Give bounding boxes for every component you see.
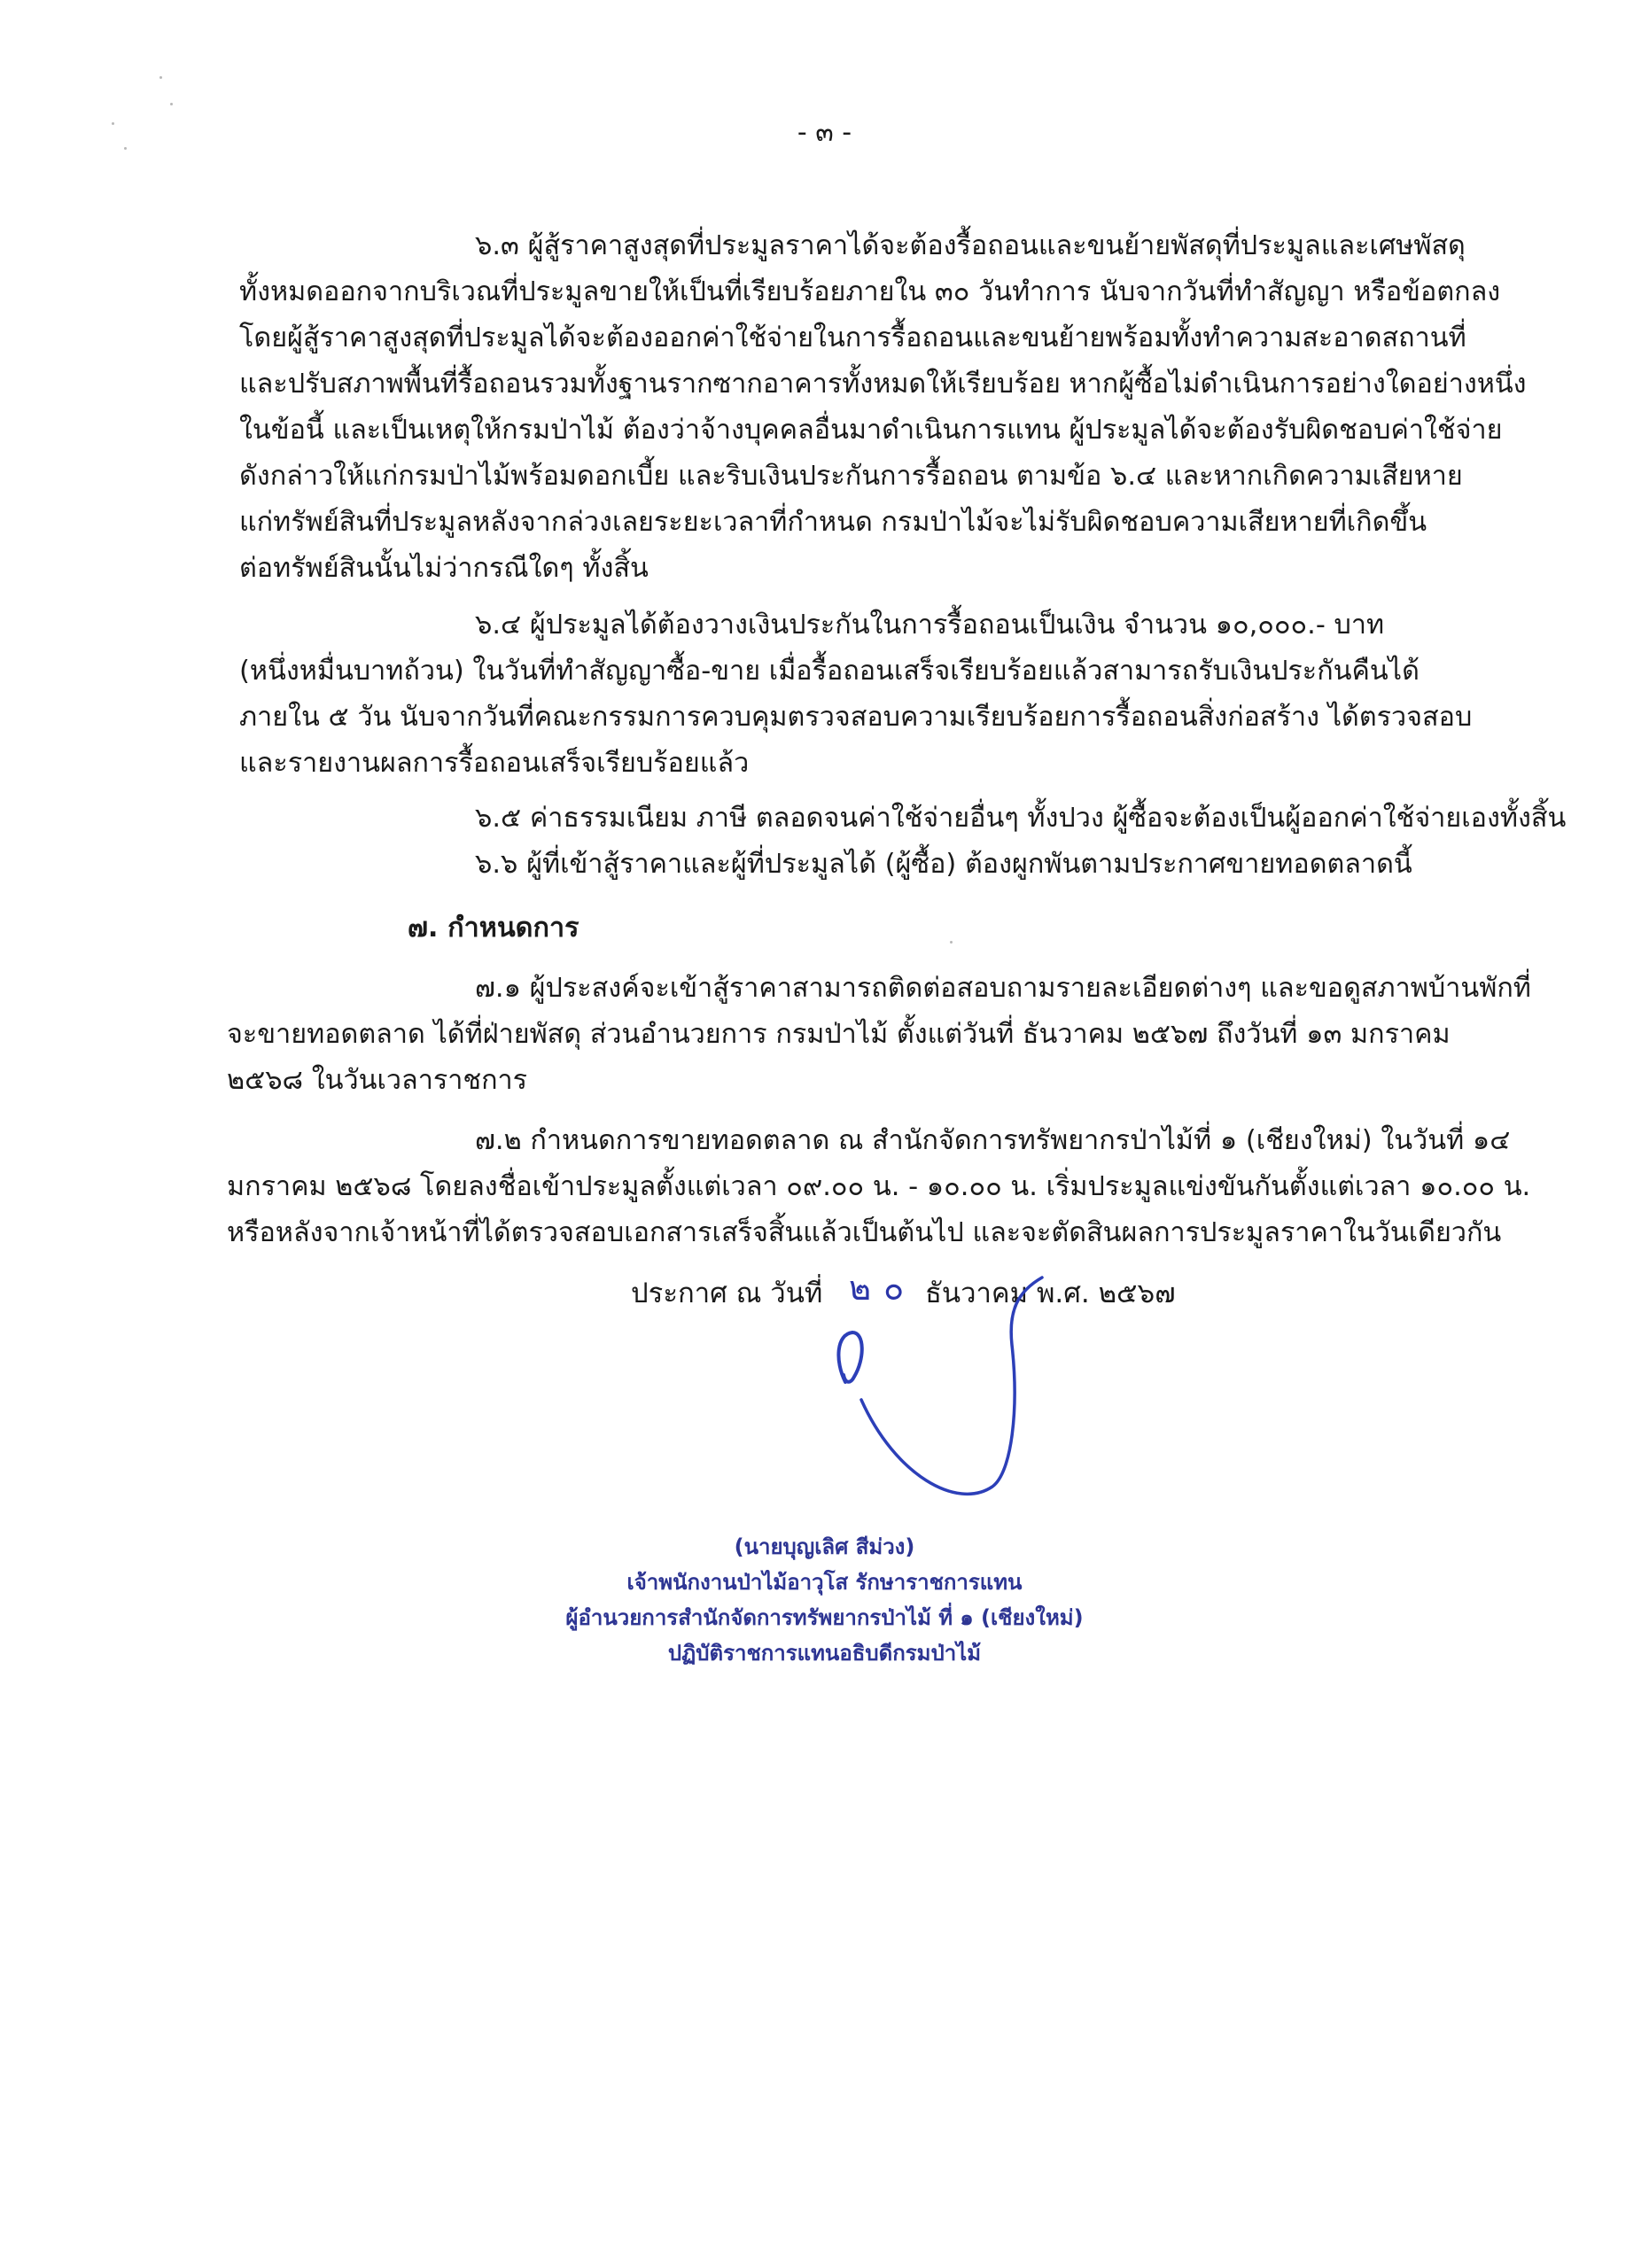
clause-7-2-line: มกราคม ๒๕๖๘ โดยลงชื่อเข้าประมูลตั้งแต่เวลา ๐๙.๐๐ น. - ๑๐.๐๐ น. เริ่มประมูลแข่งขันกันตั้งแต่เวลา ๑๐.๐๐ น. <box>227 1171 1531 1202</box>
signatory-name: (นายบุญเลิศ สีม่วง) <box>734 1534 915 1559</box>
scan-speck <box>159 76 162 79</box>
clause-7-2-line: หรือหลังจากเจ้าหน้าที่ได้ตรวจสอบเอกสารเสร็จสิ้นแล้วเป็นต้นไป และจะตัดสินผลการประมูลราคาในวันเดียวกัน <box>227 1217 1502 1248</box>
clause-6-5: ๖.๕ ค่าธรรมเนียม ภาษี ตลอดจนค่าใช้จ่ายอื่นๆ ทั้งปวง ผู้ซื้อจะต้องเป็นผู้ออกค่าใช้จ่ายเองทั้งสิ้น <box>475 803 1567 834</box>
clause-6-4-line: ภายใน ๕ วัน นับจากวันที่คณะกรรมการควบคุมตรวจสอบความเรียบร้อยการรื้อถอนสิ่งก่อสร้าง ได้ตรวจสอบ <box>239 702 1473 733</box>
clause-6-3-line: ทั้งหมดออกจากบริเวณที่ประมูลขายให้เป็นที่เรียบร้อยภายใน ๓๐ วันทำการ นับจากวันที่ทำสัญญา หรือข้อตกลง <box>239 276 1501 307</box>
clause-6-4-line: (หนึ่งหมื่นบาทถ้วน) ในวันที่ทำสัญญาซื้อ-ขาย เมื่อรื้อถอนเสร็จเรียบร้อยแล้วสามารถรับเงินประกันคืนได้ <box>239 656 1420 687</box>
clause-7-1-line: ๗.๑ ผู้ประสงค์จะเข้าสู้ราคาสามารถติดต่อสอบถามรายละเอียดต่างๆ และขอดูสภาพบ้านพักที่ <box>475 973 1531 1004</box>
clause-7-1-line: ๒๕๖๘ ในวันเวลาราชการ <box>227 1065 528 1096</box>
signature-scribble <box>780 1276 1099 1542</box>
clause-7-1-line: จะขายทอดตลาด ได้ที่ฝ่ายพัสดุ ส่วนอำนวยการ กรมป่าไม้ ตั้งแต่วันที่ ธันวาคม ๒๕๖๗ ถึงวันที่ ๑๓ มกราคม <box>227 1019 1451 1050</box>
announcement-month-year: ธันวาคม พ.ศ. ๒๕๖๗ <box>925 1278 1176 1309</box>
clause-6-3-line: และปรับสภาพพื้นที่รื้อถอนรวมทั้งฐานรากซากอาคารทั้งหมดให้เรียบร้อย หากผู้ซื้อไม่ดำเนินการอย่างใดอย่างหนึ่ง <box>239 369 1527 400</box>
clause-6-4-line: และรายงานผลการรื้อถอนเสร็จเรียบร้อยแล้ว <box>239 748 750 779</box>
clause-6-3-line: ดังกล่าวให้แก่กรมป่าไม้พร้อมดอกเบี้ย และริบเงินประกันการรื้อถอน ตามข้อ ๖.๔ และหากเกิดความเสียหาย <box>239 461 1463 492</box>
clause-6-3-line: ต่อทรัพย์สินนั้นไม่ว่ากรณีใดๆ ทั้งสิ้น <box>239 553 649 584</box>
signatory-title-line-2: ผู้อำนวยการสำนักจัดการทรัพยากรป่าไม้ ที่ ๑ (เชียงใหม่) <box>565 1605 1084 1630</box>
announcement-prefix: ประกาศ ณ วันที่ <box>631 1278 823 1309</box>
clause-6-4-line: ๖.๔ ผู้ประมูลได้ต้องวางเงินประกันในการรื้อถอนเป็นเงิน จำนวน ๑๐,๐๐๐.- บาท <box>475 610 1385 641</box>
clause-7-2-line: ๗.๒ กำหนดการขายทอดตลาด ณ สำนักจัดการทรัพยากรป่าไม้ที่ ๑ (เชียงใหม่) ในวันที่ ๑๔ <box>475 1125 1511 1156</box>
announcement-day: ๒๐ <box>849 1269 917 1308</box>
clause-6-6: ๖.๖ ผู้ที่เข้าสู้ราคาและผู้ที่ประมูลได้ (ผู้ซื้อ) ต้องผูกพันตามประกาศขายทอดตลาดนี้ <box>475 849 1412 880</box>
section-7-heading: ๗. กำหนดการ <box>408 913 579 944</box>
clause-6-3-line: แก่ทรัพย์สินที่ประมูลหลังจากล่วงเลยระยะเวลาที่กำหนด กรมป่าไม้จะไม่รับผิดชอบความเสียหายที่เกิดขึ้น <box>239 507 1427 538</box>
signatory-title-line-3: ปฏิบัติราชการแทนอธิบดีกรมป่าไม้ <box>667 1641 982 1666</box>
page-number: - ๓ - <box>797 117 852 148</box>
clause-6-3-line: ๖.๓ ผู้สู้ราคาสูงสุดที่ประมูลราคาได้จะต้องรื้อถอนและขนย้ายพัสดุที่ประมูลและเศษพัสดุ <box>475 230 1466 261</box>
scan-speck <box>950 941 953 944</box>
clause-6-3-line: ในข้อนี้ และเป็นเหตุให้กรมป่าไม้ ต้องว่าจ้างบุคคลอื่นมาดำเนินการแทน ผู้ประมูลได้จะต้องรับผิดชอบค่าใช้จ่าย <box>239 415 1503 446</box>
clause-6-3-line: โดยผู้สู้ราคาสูงสุดที่ประมูลได้จะต้องออกค่าใช้จ่ายในการรื้อถอนและขนย้ายพร้อมทั้งทำความสะอาดสถานที่ <box>239 322 1466 353</box>
scan-speck <box>170 103 173 105</box>
signatory-title-line-1: เจ้าพนักงานป่าไม้อาวุโส รักษาราชการแทน <box>626 1570 1023 1595</box>
